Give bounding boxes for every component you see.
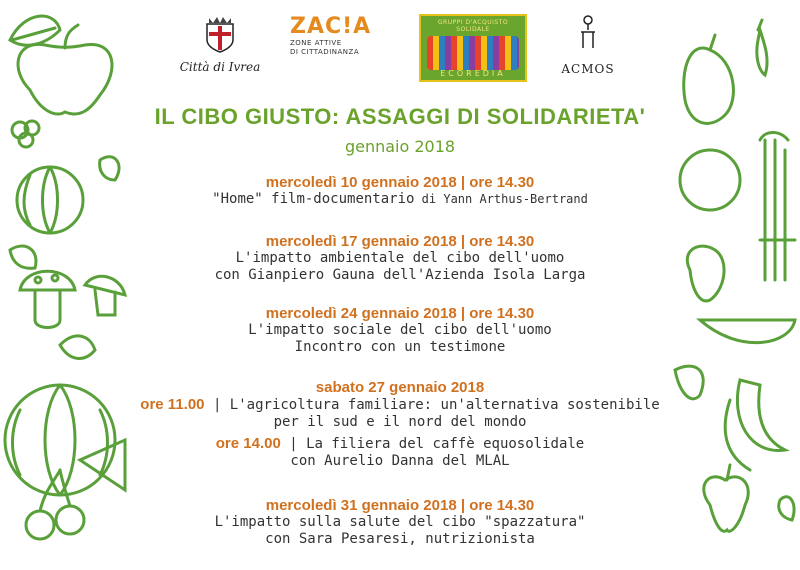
slot-subtitle: con Aurelio Danna del MLAL [290,453,510,469]
citta-di-ivrea-logo [170,14,270,74]
ecoredia-logo [419,14,527,82]
event-date: mercoledì 10 gennaio 2018 | ore 14.30 [265,174,535,191]
event-slot [130,396,670,414]
event-1 [130,174,670,208]
ecoredia-illustration [427,36,519,70]
event-2 [130,233,670,284]
event-date: mercoledì 31 gennaio 2018 | ore 14.30 [265,497,535,514]
event-author: di Yann Arthus-Bertrand [414,192,588,206]
slot-subtitle: per il sud e il nord del mondo [273,414,527,430]
zaca-sub-1: ZONE ATTIVE [290,39,342,47]
acmos-name: ACMOS [561,62,615,76]
event-3 [130,305,670,356]
event-description [130,191,670,208]
slot-title: | L'agricoltura familiare: un'alternativa sostenibile [212,397,660,413]
zaca-mark: ZAC!A [290,14,372,39]
logos-row [0,14,800,86]
zaca-logo [290,14,380,57]
event-speaker: con Gianpiero Gauna dell'Azienda Isola Larga [214,267,586,283]
event-date: mercoledì 17 gennaio 2018 | ore 14.30 [265,233,535,250]
acmos-logo [558,14,618,76]
event-title: "Home" film-documentario [212,191,415,207]
event-slot [130,435,670,453]
event-title: L'impatto sulla salute del cibo "spazzatura" [214,514,586,530]
event-title: L'impatto sociale del cibo dell'uomo [248,322,552,338]
event-date: sabato 27 gennaio 2018 [315,379,485,396]
event-4 [130,379,670,470]
slot-time: ore 14.00 [215,435,281,452]
ivrea-name: Città di Ivrea [179,60,261,74]
ecoredia-name: ECOREDIA [440,69,506,78]
page-subtitle: gennaio 2018 [344,137,456,156]
event-date: mercoledì 24 gennaio 2018 | ore 14.30 [265,305,535,322]
event-speaker: con Sara Pesaresi, nutrizionista [265,531,535,547]
ivrea-crest-icon [203,14,237,54]
event-5 [130,497,670,548]
acmos-figure-icon [573,14,603,52]
slot-title: | La filiera del caffè equosolidale [289,436,585,452]
zaca-sub-2: DI CITTADINANZA [290,48,360,56]
event-speaker: Incontro con un testimone [294,339,506,355]
page-title: IL CIBO GIUSTO: ASSAGGI DI SOLIDARIETA' [154,104,646,129]
slot-time: ore 11.00 [140,396,205,413]
event-title: L'impatto ambientale del cibo dell'uomo [235,250,565,266]
ecoredia-top-text: GRUPPI D'ACQUISTO SOLIDALE [437,19,509,33]
